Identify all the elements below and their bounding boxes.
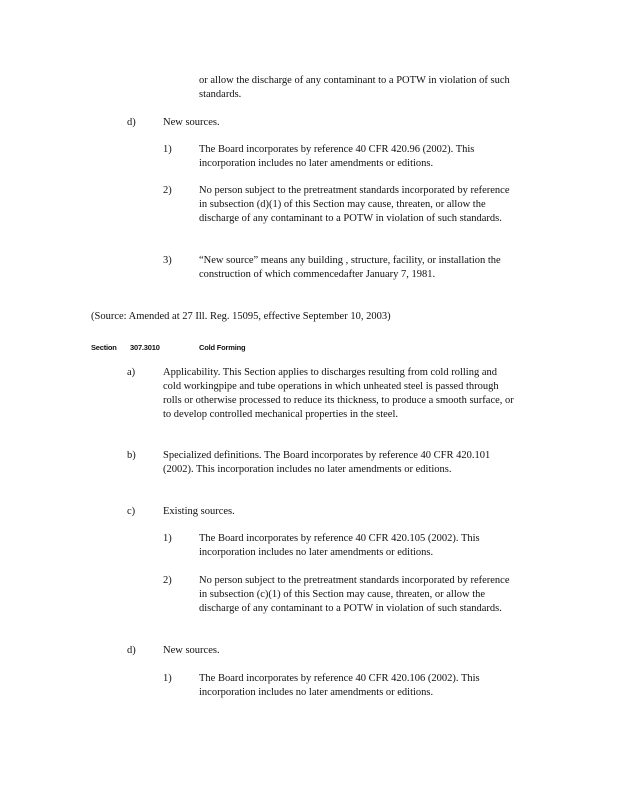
item-c2-label: 2)	[163, 575, 172, 586]
subsection-d-title: New sources.	[163, 117, 220, 128]
item-d1-text: The Board incorporates by reference 40 CFR 420.96 (2002). This incorporation includes no later amendments or editions.	[199, 144, 475, 169]
item-d2-label: 2)	[163, 185, 172, 196]
subsection-b-text: Specialized definitions. The Board incorporates by reference 40 CFR 420.101 (2002). This incorporation includes no later amendments or editions.	[163, 450, 491, 475]
subsection-c-label: c)	[127, 506, 136, 517]
subsection-d-label: d)	[127, 117, 136, 128]
item-d3-label: 3)	[163, 255, 172, 266]
item-c1-text: The Board incorporates by reference 40 CFR 420.105 (2002). This incorporation includes no later amendments or editions.	[199, 533, 480, 558]
item-d2-1-label: 1)	[163, 673, 172, 684]
subsection-a-label: a)	[127, 367, 136, 378]
source-note: (Source: Amended at 27 Ill. Reg. 15095, effective September 10, 2003)	[91, 311, 391, 322]
subsection-b-label: b)	[127, 450, 136, 461]
subsection-a-text: Applicability. This Section applies to discharges resulting from cold rolling and cold workingpipe and tube operations in which unheated steel is passed through rolls or otherwise processed to reduce its thickness, to produce a smooth surface, or to develop controlled mechanical properties in the steel.	[163, 367, 514, 420]
item-c1-label: 1)	[163, 533, 172, 544]
section-title: Cold Forming	[199, 343, 246, 352]
subsection-d2-label: d)	[127, 645, 136, 656]
section-word: Section	[91, 343, 117, 352]
section-number: 307.3010	[130, 343, 160, 352]
subsection-d2-title: New sources.	[163, 645, 220, 656]
item-c2-text: No person subject to the pretreatment standards incorporated by reference in subsection (c)(1) of this Section may cause, threaten, or allow the discharge of any contaminant to a POTW in violation of such standards.	[199, 575, 510, 614]
continuation-paragraph: or allow the discharge of any contaminant to a POTW in violation of such standards.	[199, 75, 510, 100]
item-d1-label: 1)	[163, 144, 172, 155]
item-d2-text: No person subject to the pretreatment standards incorporated by reference in subsection (d)(1) of this Section may cause, threaten, or allow the discharge of any contaminant to a POTW in violation of such standards.	[199, 185, 510, 224]
item-d2-1-text: The Board incorporates by reference 40 CFR 420.106 (2002). This incorporation includes no later amendments or editions.	[199, 673, 480, 698]
subsection-c-title: Existing sources.	[163, 506, 235, 517]
item-d3-text: “New source” means any building , structure, facility, or installation the construction of which commencedafter January 7, 1981.	[199, 255, 501, 280]
